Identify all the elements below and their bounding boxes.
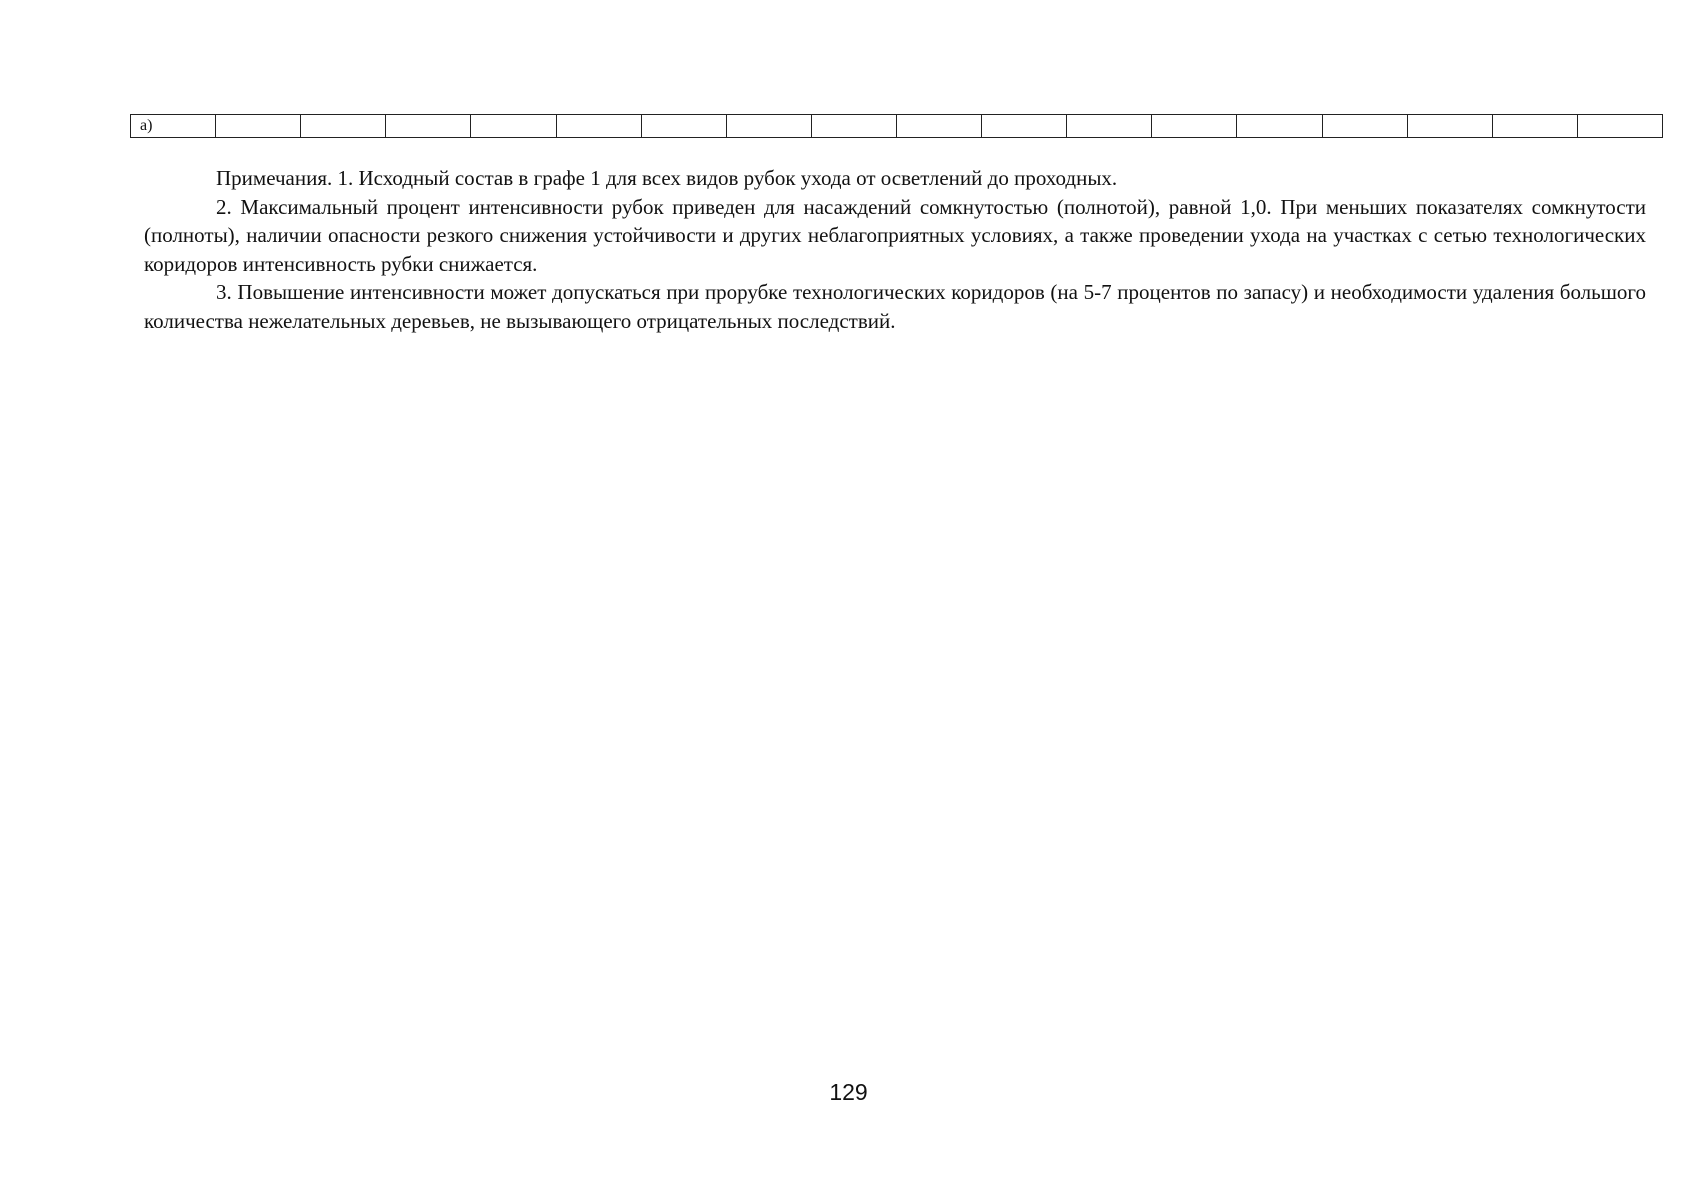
table-cell [1152,115,1237,138]
table-cell [1407,115,1492,138]
table-cell [216,115,301,138]
table-cell [1577,115,1662,138]
table-cell [1322,115,1407,138]
table-cell: а) [131,115,216,138]
table-cell [896,115,981,138]
table-cell [1237,115,1322,138]
page-number: 129 [829,1079,868,1105]
notes-section [144,164,1646,335]
table-cell [386,115,471,138]
table-cell [471,115,556,138]
table-cell [1067,115,1152,138]
table-cell [301,115,386,138]
table-fragment [130,114,1663,138]
table-cell [1492,115,1577,138]
table-cell [811,115,896,138]
table-cell [641,115,726,138]
note-2: 2. Максимальный процент интенсивности рубок приведен для насаждений сомкнутостью (полнотой), равной 1,0. При меньших показателях сомкнутости (полноты), наличии опасности резкого снижения устойчивости и других неблагоприятных условиях, а также проведении ухода на участках с сетью технологических коридоров интенсивность рубки снижается. [144,194,1646,276]
table-row [131,115,1663,138]
table-cell [556,115,641,138]
note-1: Примечания. 1. Исходный состав в графе 1 для всех видов рубок ухода от осветлений до проходных. [216,166,1118,190]
table-cell [726,115,811,138]
note-3: 3. Повышение интенсивности может допускаться при прорубке технологических коридоров (на 5-7 процентов по запасу) и необходимости удаления большого количества нежелательных деревьев, не вызывающего отрицательных последствий. [144,280,1646,333]
table-cell [982,115,1067,138]
